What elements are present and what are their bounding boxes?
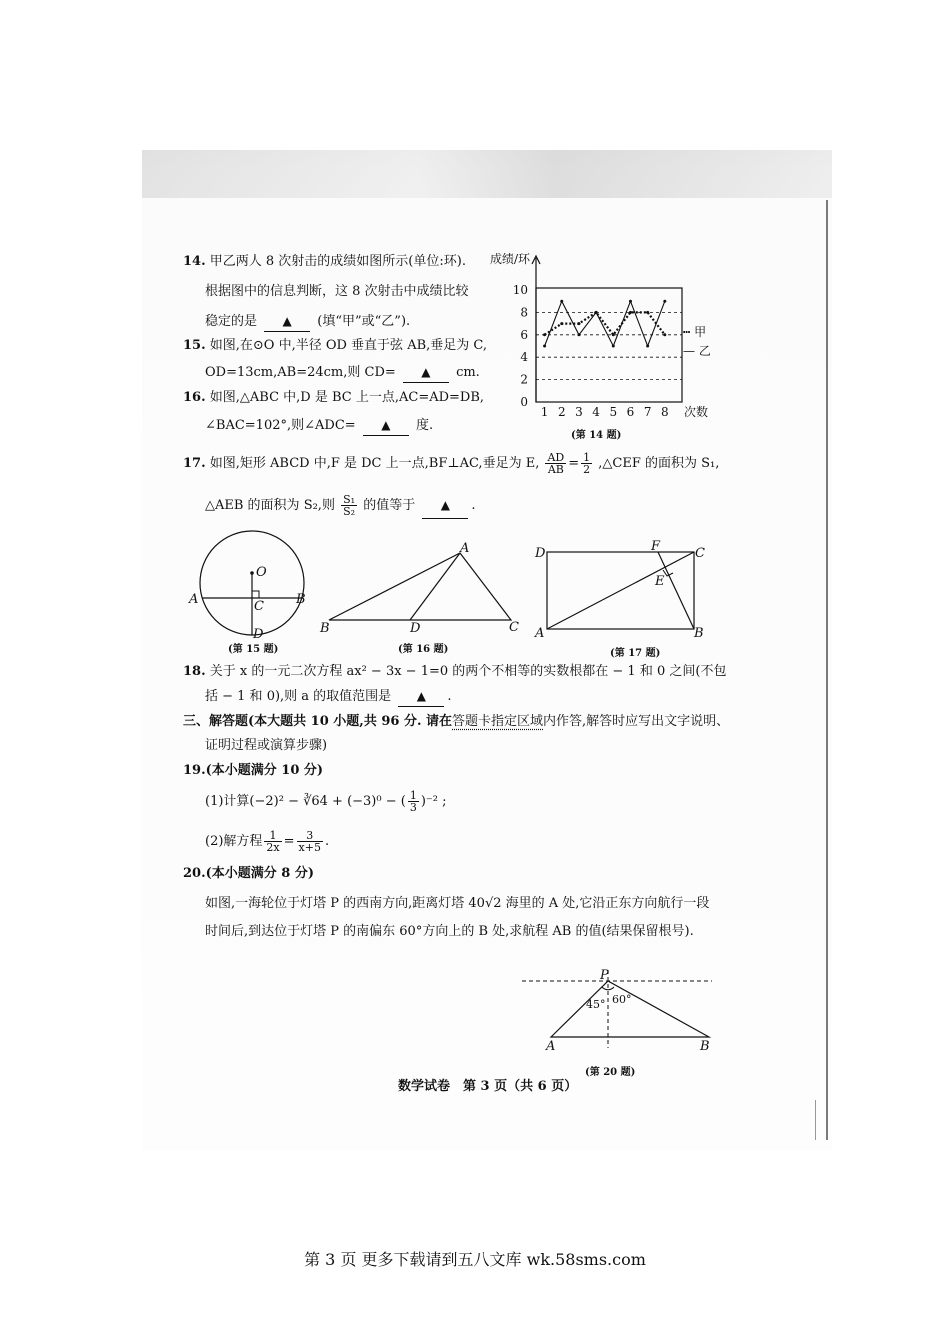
y-tick-label-4: 4 bbox=[520, 350, 528, 365]
q19-frac-denominator: x+5 bbox=[298, 841, 321, 854]
label-d: D bbox=[253, 627, 264, 642]
section-3-emphasis: 答题卡指定区域 bbox=[452, 714, 544, 729]
legend-item-yi bbox=[683, 342, 711, 360]
q17-equals: = bbox=[568, 456, 580, 471]
q15-answer-blank bbox=[403, 363, 449, 383]
q18-text-1: 关于 x 的一元二次方程 ax² − 3x − 1=0 的两个不相等的实数根都在 − 1 和 0 之间(不包 bbox=[209, 664, 727, 679]
exam-page-footer: 数学试卷 第 3 页（共 6 页） bbox=[398, 1079, 578, 1094]
q17-line-1 bbox=[183, 452, 719, 476]
legend-solid-marker: — bbox=[683, 344, 695, 358]
q16-line-1 bbox=[183, 389, 484, 407]
q19-fraction-right bbox=[297, 830, 323, 853]
q19-frac-numerator: 1 bbox=[264, 830, 281, 842]
data-point-yi-1 bbox=[543, 345, 546, 348]
y-tick-label-2: 2 bbox=[520, 372, 528, 387]
segment-bf bbox=[658, 552, 694, 629]
q19-part-2 bbox=[205, 830, 329, 854]
diagonal-ac bbox=[547, 552, 694, 629]
x-tick-label-2: 2 bbox=[557, 405, 566, 419]
q14-line-1 bbox=[183, 253, 466, 271]
label-b: B bbox=[700, 1039, 710, 1054]
q17-fraction-half bbox=[581, 452, 592, 475]
label-b: B bbox=[296, 592, 306, 607]
q19-part-1 bbox=[205, 790, 447, 814]
data-point-yi-2 bbox=[560, 300, 563, 303]
q19-part-1-tail: )⁻² ; bbox=[420, 794, 447, 809]
q17-label: 17. bbox=[183, 456, 206, 471]
answer-triangle-icon: ▲ bbox=[381, 418, 391, 432]
q17-frac-numerator: 1 bbox=[583, 451, 591, 464]
q15-line-2 bbox=[205, 363, 480, 383]
answer-triangle-icon: ▲ bbox=[440, 498, 450, 512]
q19-equals: = bbox=[283, 834, 295, 849]
q19-part-1-text: (1)计算(−2)² − ∛64 + (−3)⁰ − ( bbox=[205, 794, 406, 809]
q14-text-3: 稳定的是 bbox=[205, 314, 258, 329]
data-point-yi-8 bbox=[663, 300, 666, 303]
q16-label: 16. bbox=[183, 390, 206, 405]
data-point-yi-4 bbox=[595, 311, 598, 314]
q17-frac-denominator: AB bbox=[547, 463, 564, 476]
legend-dotted-marker: ┅ bbox=[683, 325, 691, 339]
data-point-jia-5 bbox=[612, 333, 615, 336]
q17-text-2: △AEB 的面积为 S₂,则 bbox=[205, 498, 335, 513]
data-point-jia-7 bbox=[646, 311, 649, 314]
section-3-line-1 bbox=[183, 713, 729, 731]
legend-item-jia bbox=[683, 323, 706, 341]
q17-period: . bbox=[471, 498, 476, 513]
segment-ad bbox=[410, 553, 460, 620]
q19-part-2-text: (2)解方程 bbox=[205, 834, 263, 849]
q14-text-1: 甲乙两人 8 次射击的成绩如图所示(单位:环). bbox=[209, 254, 466, 269]
x-tick-label-7: 7 bbox=[643, 405, 652, 419]
q17-frac-numerator: AD bbox=[547, 451, 565, 464]
q14-label: 14. bbox=[183, 254, 206, 269]
label-b: B bbox=[694, 626, 704, 641]
q17-text-1b: ,△CEF 的面积为 S₁, bbox=[598, 456, 720, 471]
section-3-line-2: 证明过程或演算步骤) bbox=[205, 738, 328, 753]
x-tick-label-6: 6 bbox=[626, 405, 635, 419]
q18-period: . bbox=[447, 689, 452, 704]
q17-frac-denominator: 2 bbox=[583, 463, 591, 476]
q15-caption: (第 15 题) bbox=[228, 644, 279, 655]
legend-label-yi: 乙 bbox=[698, 344, 711, 358]
q20-line-2: 时间后,到达位于灯塔 P 的南偏东 60°方向上的 B 处,求航程 AB 的值(结果保留根号). bbox=[205, 924, 694, 939]
right-angle-mark bbox=[252, 591, 259, 598]
legend-label-jia: 甲 bbox=[694, 325, 707, 339]
data-point-yi-6 bbox=[629, 300, 632, 303]
x-tick-label-1: 1 bbox=[540, 405, 549, 419]
q17-frac-numerator: S₁ bbox=[343, 493, 356, 506]
y-axis-title: 成绩/环 bbox=[489, 252, 530, 266]
q16-caption: (第 16 题) bbox=[398, 644, 449, 655]
label-d: D bbox=[535, 546, 546, 561]
q19-frac-denominator: 3 bbox=[409, 801, 417, 814]
data-point-jia-8 bbox=[663, 333, 666, 336]
q18-label: 18. bbox=[183, 664, 206, 679]
q19-frac-numerator: 1 bbox=[409, 789, 417, 802]
q14-line-2: 根据图中的信息判断，这 8 次射击中成绩比较 bbox=[205, 284, 469, 299]
q14-line-3 bbox=[205, 312, 410, 332]
data-point-jia-1 bbox=[543, 333, 546, 336]
label-c: C bbox=[509, 620, 519, 635]
label-f: F bbox=[651, 539, 661, 554]
answer-triangle-icon: ▲ bbox=[282, 314, 292, 328]
data-point-jia-2 bbox=[560, 322, 563, 325]
q15-text-1: 如图,在⊙O 中,半径 OD 垂直于弦 AB,垂足为 C, bbox=[209, 338, 488, 353]
q17-frac-denominator: S₂ bbox=[343, 505, 356, 518]
q18-line-2 bbox=[205, 687, 451, 707]
x-tick-label-4: 4 bbox=[592, 405, 600, 419]
label-e: E bbox=[655, 574, 665, 589]
label-p: P bbox=[600, 968, 609, 983]
label-a: A bbox=[546, 1039, 556, 1054]
q16-line-2 bbox=[205, 416, 433, 436]
x-axis-title: 次数 bbox=[684, 405, 709, 419]
data-point-jia-6 bbox=[629, 311, 632, 314]
x-tick-label-3: 3 bbox=[575, 405, 583, 419]
data-point-yi-5 bbox=[612, 345, 615, 348]
label-c: C bbox=[254, 599, 264, 614]
q15-unit: cm. bbox=[456, 365, 480, 380]
y-tick-label-8: 8 bbox=[520, 305, 528, 320]
data-point-yi-7 bbox=[646, 345, 649, 348]
y-tick-label-0: 0 bbox=[520, 395, 528, 409]
angle-60-label: 60° bbox=[612, 993, 632, 1006]
label-a: A bbox=[189, 592, 199, 607]
download-footer: 第 3 页 更多下载请到五八文库 wk.58sms.com bbox=[304, 1250, 646, 1269]
q18-line-1 bbox=[183, 663, 726, 681]
q15-label: 15. bbox=[183, 338, 206, 353]
q19-frac-denominator: 2x bbox=[266, 841, 280, 854]
plot-frame bbox=[536, 288, 682, 402]
q17-line-2 bbox=[205, 493, 475, 519]
q20-line-1: 如图,一海轮位于灯塔 P 的西南方向,距离灯塔 40√2 海里的 A 处,它沿正东方向航行一段 bbox=[205, 896, 710, 911]
figure-17-rectangle bbox=[535, 540, 715, 640]
x-tick-label-5: 5 bbox=[609, 405, 618, 419]
q14-answer-blank bbox=[264, 312, 310, 332]
q16-text-2: ∠BAC=102°,则∠ADC= bbox=[205, 418, 356, 433]
q17-fraction-ad-ab bbox=[545, 452, 566, 475]
q19-period: . bbox=[324, 834, 330, 849]
center-point bbox=[250, 571, 254, 575]
page-edge bbox=[826, 200, 828, 1140]
q20-caption: (第 20 题) bbox=[585, 1067, 636, 1078]
angle-45-label: 45° bbox=[586, 998, 606, 1011]
q19-title: 19.(本小题满分 10 分) bbox=[183, 763, 324, 778]
q18-answer-blank bbox=[398, 687, 444, 707]
q15-line-1 bbox=[183, 337, 487, 355]
label-o: O bbox=[256, 565, 267, 580]
q14-line-chart bbox=[478, 250, 709, 430]
scan-shadow bbox=[142, 150, 832, 198]
q15-text-2: OD=13cm,AB=24cm,则 CD= bbox=[205, 365, 396, 380]
section-3-heading: 三、解答题(本大题共 10 小题,共 96 分. 请在 bbox=[183, 714, 453, 729]
q18-text-2: 括 − 1 和 0),则 a 的取值范围是 bbox=[205, 689, 392, 704]
page-edge-mark bbox=[815, 1100, 816, 1140]
label-a: A bbox=[535, 626, 545, 641]
data-point-yi-3 bbox=[577, 333, 580, 336]
label-b: B bbox=[320, 621, 330, 636]
q19-fraction-one-third bbox=[408, 790, 419, 813]
q19-frac-numerator: 3 bbox=[297, 830, 323, 842]
q17-answer-blank bbox=[422, 493, 468, 519]
q16-answer-blank bbox=[363, 416, 409, 436]
label-d: D bbox=[410, 621, 421, 636]
figure-20-navigation bbox=[522, 968, 722, 1054]
data-point-jia-3 bbox=[577, 322, 580, 325]
figure-16-triangle bbox=[320, 541, 520, 636]
triangle-pab bbox=[551, 981, 709, 1037]
triangle-abc bbox=[329, 553, 511, 620]
q19-fraction-left bbox=[264, 830, 281, 853]
q17-fraction-s1-s2 bbox=[341, 494, 357, 517]
y-tick-label-10: 10 bbox=[512, 283, 528, 297]
section-3-text-1b: 内作答,解答时应写出文字说明、 bbox=[543, 714, 730, 729]
q14-caption: (第 14 题) bbox=[571, 430, 622, 441]
y-tick-label-6: 6 bbox=[520, 327, 528, 342]
q16-unit: 度. bbox=[415, 418, 434, 433]
label-a: A bbox=[460, 541, 470, 556]
q17-caption: (第 17 题) bbox=[610, 648, 661, 659]
x-tick-label-8: 8 bbox=[661, 405, 669, 419]
answer-triangle-icon: ▲ bbox=[421, 365, 431, 379]
q20-title: 20.(本小题满分 8 分) bbox=[183, 866, 315, 881]
label-c: C bbox=[695, 546, 705, 561]
q17-text-2b: 的值等于 bbox=[363, 498, 416, 513]
figure-15-circle bbox=[189, 525, 315, 642]
q17-text-1: 如图,矩形 ABCD 中,F 是 DC 上一点,BF⊥AC,垂足为 E, bbox=[209, 456, 540, 471]
answer-triangle-icon: ▲ bbox=[416, 689, 426, 703]
q16-text-1: 如图,△ABC 中,D 是 BC 上一点,AC=AD=DB, bbox=[209, 390, 485, 405]
q14-tail: (填“甲”或“乙”). bbox=[317, 314, 411, 329]
